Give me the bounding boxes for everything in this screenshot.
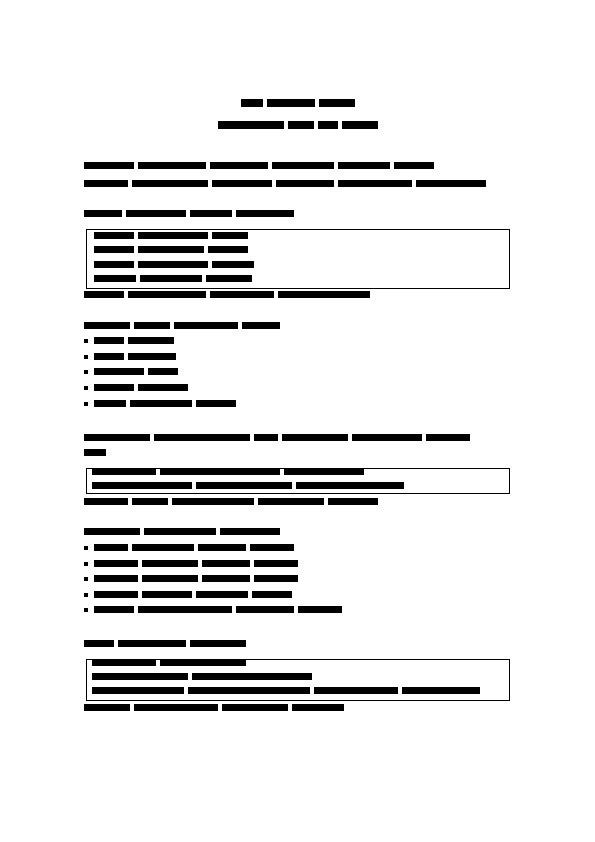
box-1-line-2	[94, 246, 248, 253]
box-3-line-1	[92, 468, 364, 475]
list-item	[84, 384, 188, 391]
list-item	[84, 400, 236, 407]
list-item	[84, 353, 176, 360]
list-item	[84, 575, 298, 582]
intro-line-1	[84, 162, 434, 169]
list-item	[84, 591, 292, 598]
section-5-heading	[84, 640, 246, 647]
intro-line-2	[84, 180, 486, 187]
list-item	[84, 368, 178, 375]
box-1-line-1	[94, 232, 248, 239]
page-title-line-2	[0, 118, 595, 132]
box-5-line-2	[92, 673, 312, 680]
list-item	[84, 544, 294, 551]
page-title-line-1	[0, 96, 595, 110]
section-3-caption	[84, 498, 378, 505]
section-3-heading-line-2	[84, 449, 106, 456]
document-note	[0, 0, 1, 1]
box-1-line-3	[94, 261, 254, 268]
list-item	[84, 337, 174, 344]
section-5-caption	[84, 704, 344, 711]
box-5-line-3	[92, 687, 480, 694]
section-3-heading-line-1	[84, 434, 470, 441]
list-item	[84, 560, 298, 567]
box-5-line-1	[92, 659, 246, 666]
section-2-heading	[84, 322, 280, 329]
box-1-line-4	[94, 275, 252, 282]
list-item	[84, 606, 342, 613]
section-1-caption	[84, 291, 370, 298]
box-3-line-2	[92, 482, 404, 489]
section-4-heading	[84, 528, 280, 535]
section-1-heading	[84, 210, 294, 217]
